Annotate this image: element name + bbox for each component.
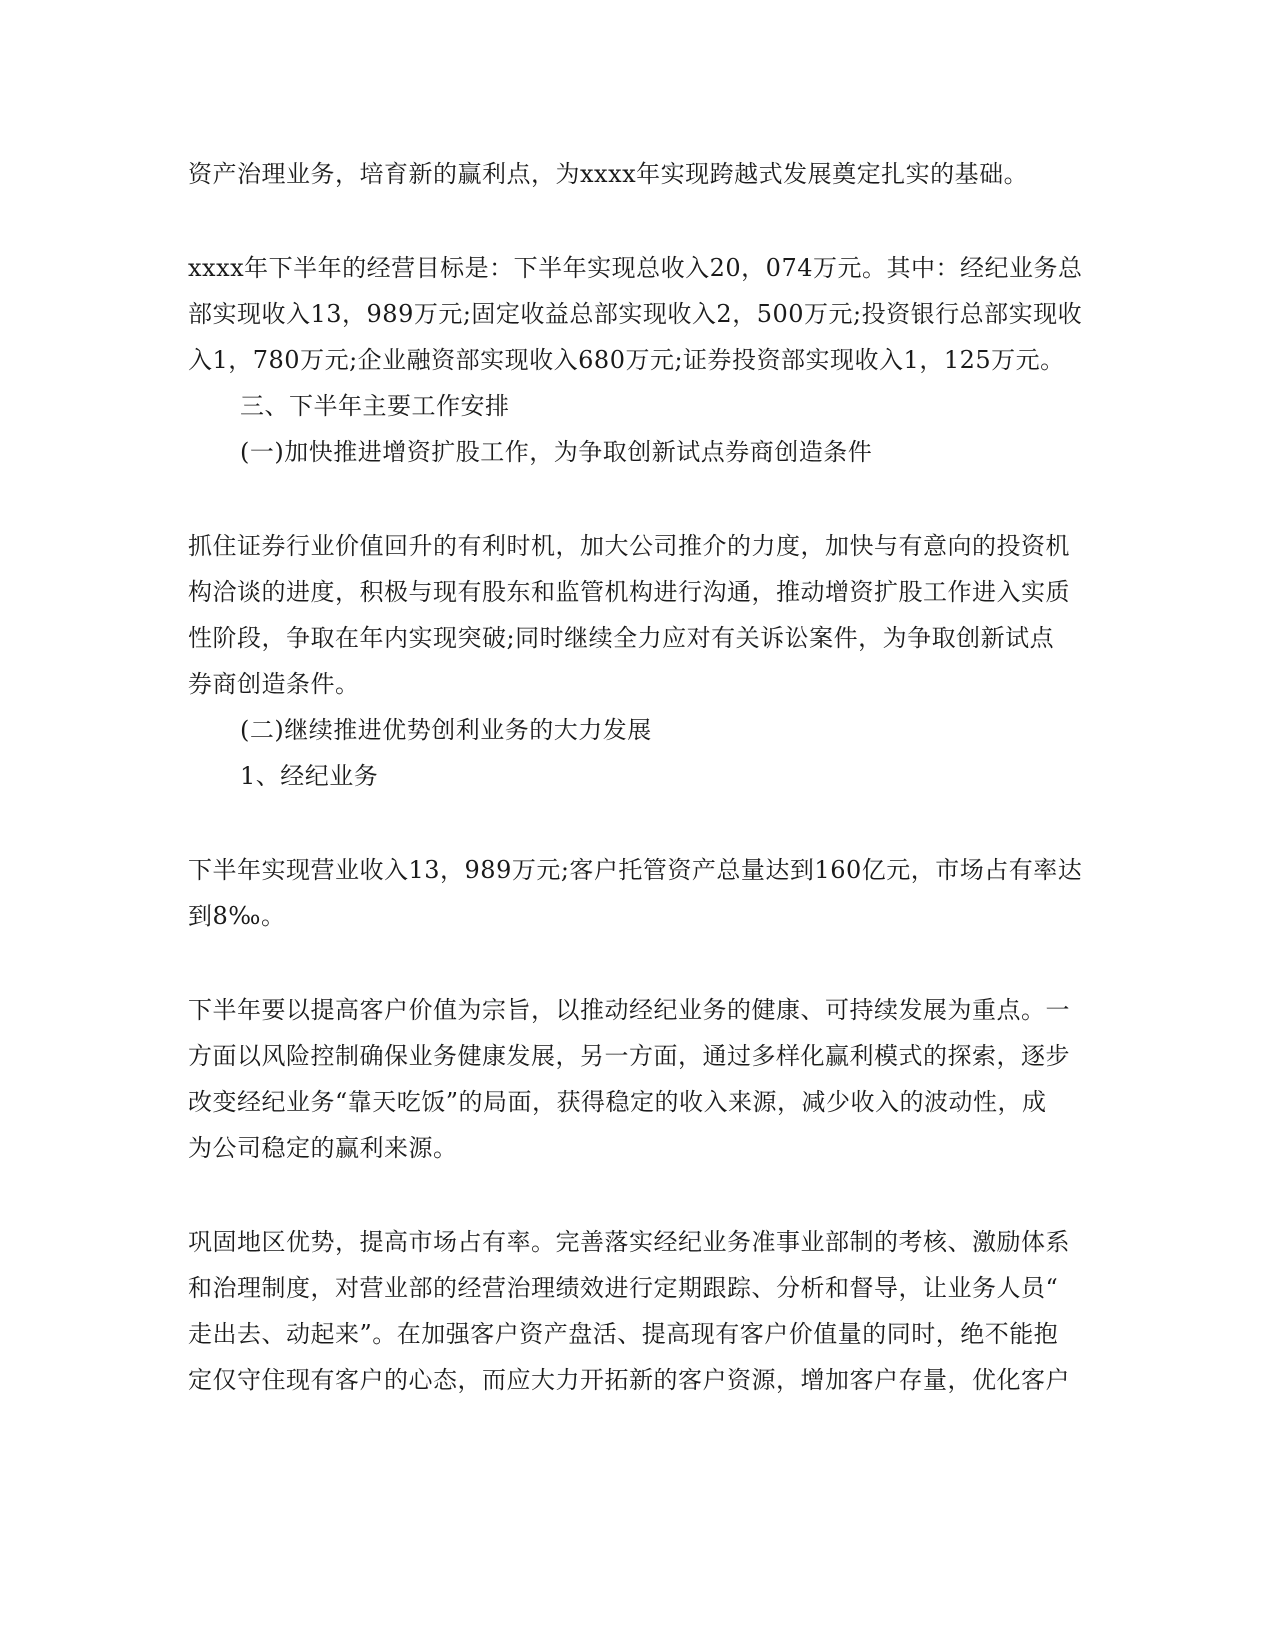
text-line: 方面以风险控制确保业务健康发展，另一方面，通过多样化赢利模式的探索，逐步: [188, 1042, 1070, 1070]
text-line: 到8‰。: [188, 902, 286, 930]
text-line: xxxx年下半年的经营目标是：下半年实现总收入20，074万元。其中：经纪业务总: [188, 254, 1083, 282]
text-line: 资产治理业务，培育新的赢利点，为xxxx年实现跨越式发展奠定扎实的基础。: [188, 160, 1029, 188]
text-line: 走出去、动起来”。在加强客户资产盘活、提高现有客户价值量的同时，绝不能抱: [188, 1320, 1059, 1348]
text-line: 为公司稳定的赢利来源。: [188, 1134, 458, 1162]
text-line: 和治理制度，对营业部的经营治理绩效进行定期跟踪、分析和督导，让业务人员“: [188, 1274, 1059, 1302]
text-line: 券商创造条件。: [188, 670, 360, 698]
text-line: 部实现收入13，989万元;固定收益总部实现收入2，500万元;投资银行总部实现收: [188, 300, 1083, 328]
item-heading: 1、经纪业务: [240, 762, 379, 790]
section-heading: 三、下半年主要工作安排: [240, 392, 510, 420]
text-line: 入1，780万元;企业融资部实现收入680万元;证券投资部实现收入1，125万元。: [188, 346, 1065, 374]
text-line: 巩固地区优势，提高市场占有率。完善落实经纪业务准事业部制的考核、激励体系: [188, 1228, 1070, 1256]
subsection-heading: (一)加快推进增资扩股工作，为争取创新试点券商创造条件: [240, 438, 873, 466]
text-line: 构洽谈的进度，积极与现有股东和监管机构进行沟通，推动增资扩股工作进入实质: [188, 578, 1070, 606]
text-line: 下半年要以提高客户价值为宗旨，以推动经纪业务的健康、可持续发展为重点。一: [188, 996, 1070, 1024]
text-line: 性阶段，争取在年内实现突破;同时继续全力应对有关诉讼案件，为争取创新试点: [188, 624, 1055, 652]
subsection-heading: (二)继续推进优势创利业务的大力发展: [240, 716, 652, 744]
text-line: 定仅守住现有客户的心态，而应大力开拓新的客户资源，增加客户存量，优化客户: [188, 1366, 1070, 1394]
text-line: 抓住证券行业价值回升的有利时机，加大公司推介的力度，加快与有意向的投资机: [188, 532, 1070, 560]
text-line: 下半年实现营业收入13，989万元;客户托管资产总量达到160亿元，市场占有率达: [188, 856, 1083, 884]
text-line: 改变经纪业务“靠天吃饭”的局面，获得稳定的收入来源，减少收入的波动性，成: [188, 1088, 1047, 1116]
